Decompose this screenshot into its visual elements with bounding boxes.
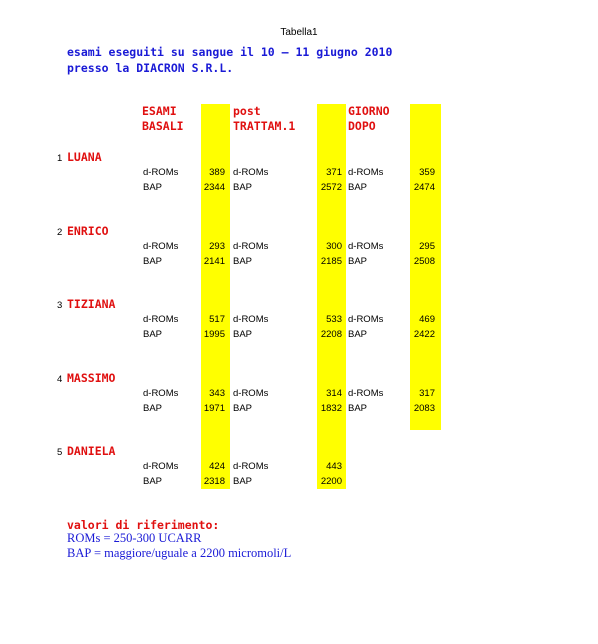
patient-name: ENRICO (67, 224, 109, 238)
label-basali: BAP (143, 182, 163, 193)
highlight-column-basali (201, 104, 230, 489)
label-basali: BAP (143, 476, 163, 487)
header-basali-line2: BASALI (142, 119, 184, 133)
value-basali: 389 (209, 167, 225, 178)
label-post: d-ROMs (233, 388, 269, 399)
label-giorno-dopo: BAP (348, 182, 368, 193)
value-basali: 343 (209, 388, 225, 399)
label-basali: BAP (143, 403, 163, 414)
value-basali: 2344 (203, 182, 225, 193)
value-giorno-dopo: 2474 (413, 182, 435, 193)
patient-number: 3 (57, 300, 63, 311)
header-basali-line1: ESAMI (142, 104, 177, 118)
patient-name: DANIELA (67, 444, 116, 458)
label-post: BAP (233, 329, 253, 340)
value-giorno-dopo: 359 (419, 167, 435, 178)
value-post: 1832 (320, 403, 342, 414)
value-giorno-dopo: 2083 (413, 403, 435, 414)
patient-number: 2 (57, 227, 63, 238)
value-post: 2200 (320, 476, 342, 487)
label-post: BAP (233, 476, 253, 487)
reference-roms: ROMs = 250-300 UCARR (67, 531, 202, 545)
value-basali: 2141 (203, 256, 225, 267)
patient-name: MASSIMO (67, 371, 116, 385)
header-post (233, 104, 295, 134)
patient-name: LUANA (67, 150, 102, 164)
value-post: 2572 (320, 182, 342, 193)
patient-number: 4 (57, 374, 63, 385)
header-giorno-dopo-line2: DOPO (348, 119, 376, 133)
label-post: BAP (233, 182, 253, 193)
value-post: 533 (326, 314, 342, 325)
header-giorno-dopo (348, 104, 390, 134)
value-post: 2185 (320, 256, 342, 267)
highlight-column-giorno-dopo (410, 104, 441, 430)
value-basali: 1995 (203, 329, 225, 340)
value-giorno-dopo: 295 (419, 241, 435, 252)
value-post: 314 (326, 388, 342, 399)
label-post: d-ROMs (233, 167, 269, 178)
value-basali: 424 (209, 461, 225, 472)
header-post-line1: post (233, 104, 261, 118)
value-basali: 293 (209, 241, 225, 252)
patient-number: 1 (57, 153, 63, 164)
reference-bap: BAP = maggiore/uguale a 2200 micromoli/L (67, 546, 292, 560)
value-basali: 517 (209, 314, 225, 325)
patient-name: TIZIANA (67, 297, 116, 311)
value-giorno-dopo: 317 (419, 388, 435, 399)
value-giorno-dopo: 2422 (413, 329, 435, 340)
label-basali: d-ROMs (143, 241, 179, 252)
label-giorno-dopo: d-ROMs (348, 388, 384, 399)
header-basali (142, 104, 184, 134)
intro-line-2: presso la DIACRON S.R.L. (67, 61, 234, 75)
label-basali: d-ROMs (143, 167, 179, 178)
label-basali: BAP (143, 256, 163, 267)
highlight-column-post (317, 104, 346, 489)
label-giorno-dopo: d-ROMs (348, 241, 384, 252)
value-giorno-dopo: 469 (419, 314, 435, 325)
label-giorno-dopo: BAP (348, 329, 368, 340)
label-post: BAP (233, 403, 253, 414)
label-giorno-dopo: d-ROMs (348, 167, 384, 178)
label-basali: d-ROMs (143, 461, 179, 472)
intro-line-1: esami eseguiti su sangue il 10 – 11 giugno 2010 (67, 45, 393, 59)
label-post: d-ROMs (233, 461, 269, 472)
label-giorno-dopo: BAP (348, 256, 368, 267)
header-giorno-dopo-line1: GIORNO (348, 104, 390, 118)
label-post: BAP (233, 256, 253, 267)
value-post: 443 (326, 461, 342, 472)
value-basali: 1971 (203, 403, 225, 414)
value-basali: 2318 (203, 476, 225, 487)
label-basali: BAP (143, 329, 163, 340)
label-giorno-dopo: d-ROMs (348, 314, 384, 325)
label-post: d-ROMs (233, 241, 269, 252)
reference-title: valori di riferimento: (67, 518, 220, 532)
value-post: 300 (326, 241, 342, 252)
header-post-line2: TRATTAM.1 (233, 119, 296, 133)
label-giorno-dopo: BAP (348, 403, 368, 414)
label-basali: d-ROMs (143, 314, 179, 325)
value-post: 2208 (320, 329, 342, 340)
value-giorno-dopo: 2508 (413, 256, 435, 267)
patient-number: 5 (57, 447, 63, 458)
sheet-title: Tabella1 (280, 27, 318, 38)
label-post: d-ROMs (233, 314, 269, 325)
label-basali: d-ROMs (143, 388, 179, 399)
value-post: 371 (326, 167, 342, 178)
